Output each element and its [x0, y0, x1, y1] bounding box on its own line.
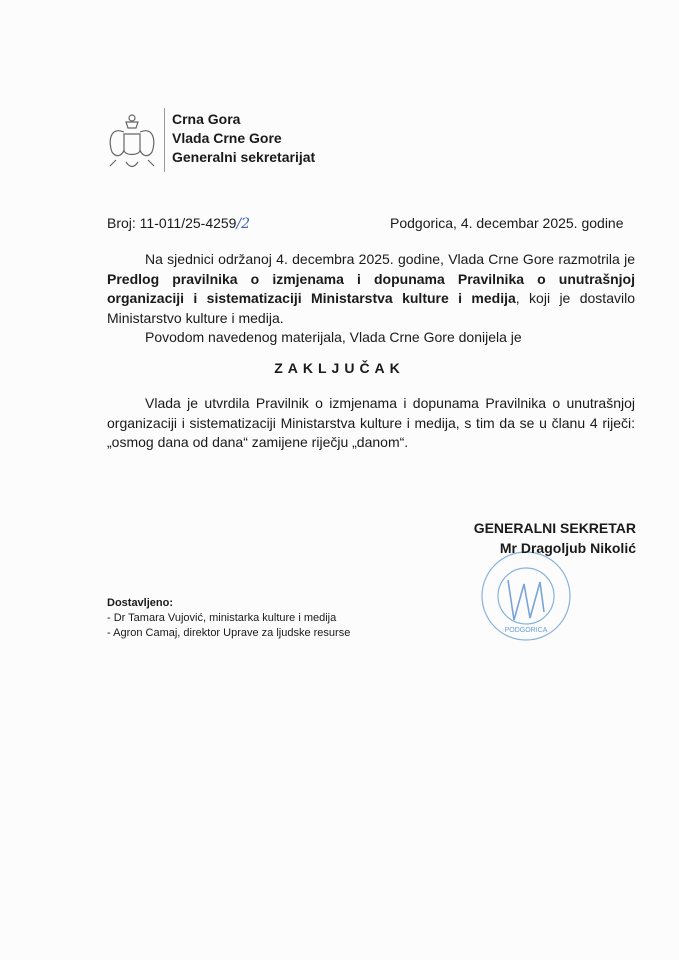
conclusion-text: Vlada je utvrdila Pravilnik o izmjenama i dopunama Pravilnika o unutrašnjoj organizaciji i sistematizaciji Ministarstva kulture i medija, s tim da se u članu 4 riječi: „osmog dana od dana“ zamijene riječju „danom“.: [107, 395, 635, 450]
conclusion-title: ZAKLJUČAK: [274, 360, 405, 376]
signatory-title: GENERALNI SEKRETAR: [473, 520, 636, 536]
delivered-item: - Agron Camaj, direktor Uprave za ljudske resurse: [107, 627, 351, 639]
country-name: Crna Gora: [172, 111, 241, 127]
intro-bold-title: Predlog pravilnika o izmjenama i dopunama Pravilnika o unutrašnjoj organizaciji i sistematizaciji Ministarstva kulture i medija: [107, 270, 635, 306]
place-date: Podgorica, 4. decembar 2025. godine: [390, 215, 624, 231]
svg-text:PODGORICA: PODGORICA: [504, 627, 548, 634]
intro-text: Na sjednici održanoj 4. decembra 2025. godine, Vlada Crne Gore razmotrila je: [145, 251, 635, 267]
reference-number: [107, 215, 250, 232]
handwritten-suffix: /2: [236, 216, 251, 232]
government-name: Vlada Crne Gore: [172, 130, 282, 146]
header-divider: [164, 108, 165, 172]
intro-second: Povodom navedenog materijala, Vlada Crne Gore donijela je: [145, 329, 522, 345]
signatory-name: Mr Dragoljub Nikolić: [499, 540, 636, 556]
delivered-list: [107, 596, 350, 641]
intro-text-after: , koji je dostavilo Ministarstvo kulture i medija.: [107, 290, 635, 326]
coat-of-arms-icon: [104, 112, 160, 172]
reference-number-text: Broj: 11-011/25-4259: [107, 215, 237, 231]
intro-paragraph: [107, 250, 635, 348]
department-name: Generalni sekretarijat: [172, 149, 316, 165]
delivered-item: - Dr Tamara Vujović, ministarka kulture i medija: [107, 612, 337, 624]
delivered-label: Dostavljeno:: [107, 597, 174, 609]
official-stamp: [480, 550, 572, 642]
conclusion-paragraph: [107, 394, 635, 453]
